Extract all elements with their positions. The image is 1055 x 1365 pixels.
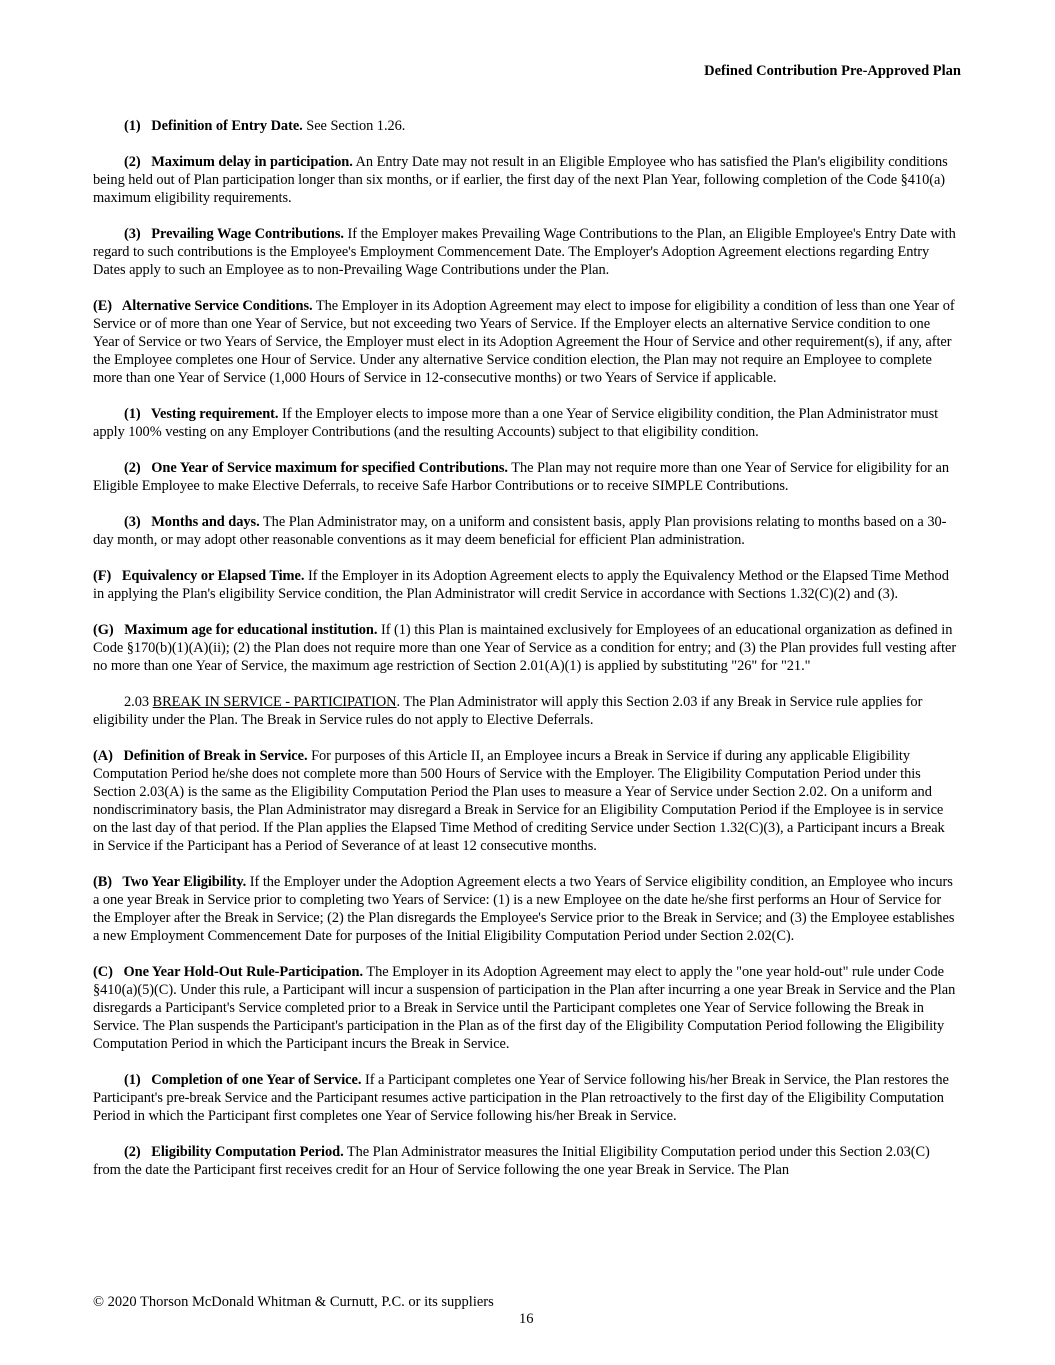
paragraph-text: For purposes of this Article II, an Employee incurs a Break in Service if during any applicable Eligibility Computation Period he/she does not complete more than 500 Hours of Service with the Employer. The Eligibility Computation Period under this Section 2.03(A) is the same as the Eligibility Computation Period the Plan uses to measure a Year of Service under Section 2.02. On a uniform and nondiscriminatory basis, the Plan Administrator may disregard a Break in Service for an Eligibility Computation Period if the Employee is in service on the last day of that period. If the Plan applies the Elapsed Time Method of crediting Service under Section 1.32(C)(3), a Participant incurs a Break in Service if the Participant has a Period of Severance of at least 12 consecutive months. — [93, 748, 945, 854]
paragraph-heading: (1) Vesting requirement. — [124, 406, 279, 422]
paragraph-heading: (2) One Year of Service maximum for specified Contributions. — [124, 460, 508, 476]
section-2-03-heading-paragraph — [93, 693, 959, 729]
section-intro-text: . The Plan Administrator will apply this Section 2.03 if any Break in Service rule applies for eligibility under the Plan. The Break in Service rules do not apply to Elective Deferrals. — [93, 694, 923, 728]
paragraph-d1 — [93, 117, 959, 135]
paragraph-heading: (1) Definition of Entry Date. — [124, 118, 303, 134]
paragraph-text: If (1) this Plan is maintained exclusively for Employees of an educational organization as defined in Code §170(b)(1)(A)(ii); (2) the Plan does not require more than one Year of Service as a condition for entry; and (3) the Plan provides full vesting after no more than one Year of Service, the maximum age restriction of Section 2.01(A)(1) is applied by substituting "26" for "21." — [93, 622, 957, 674]
paragraph-text: If the Employer elects to impose more than a one Year of Service eligibility condition, the Plan Administrator must apply 100% vesting on any Employer Contributions (and the resulting Accounts) subject to that eligibility condition. — [93, 406, 939, 440]
paragraph-heading: (3) Months and days. — [124, 514, 260, 530]
paragraph-heading: (3) Prevailing Wage Contributions. — [124, 226, 344, 242]
paragraph-a — [93, 747, 959, 855]
paragraph-e1 — [93, 405, 959, 441]
paragraph-c — [93, 963, 959, 1053]
paragraph-heading: (F) Equivalency or Elapsed Time. — [93, 568, 305, 584]
section-number: 2.03 — [124, 694, 153, 710]
paragraph-c1 — [93, 1071, 959, 1125]
paragraph-d2 — [93, 153, 959, 207]
paragraph-heading: (G) Maximum age for educational institution. — [93, 622, 378, 638]
paragraph-c2 — [93, 1143, 959, 1179]
paragraph-text: An Entry Date may not result in an Eligible Employee who has satisfied the Plan's eligibility conditions being held out of Plan participation longer than six months, or if earlier, the first day of the next Plan Year, following completion of the Code §410(a) maximum eligibility requirements. — [93, 154, 948, 206]
paragraph-e2 — [93, 459, 959, 495]
section-2-02-continued — [93, 117, 959, 675]
paragraph-text: See Section 1.26. — [302, 118, 406, 134]
paragraph-heading: (2) Maximum delay in participation. — [124, 154, 353, 170]
paragraph-b — [93, 873, 959, 945]
section-2-03-subsections — [93, 747, 959, 1179]
running-header: Defined Contribution Pre-Approved Plan — [704, 63, 961, 79]
paragraph-text: The Plan Administrator measures the Initial Eligibility Computation period under this Section 2.03(C) from the date the Participant first receives credit for an Hour of Service following the one year Break in Service. The Plan — [93, 1144, 930, 1178]
paragraph-text: The Employer in its Adoption Agreement may elect to impose for eligibility a condition of less than one Year of Service or of more than one Year of Service, but not exceeding two Years of Service. If the Employer elects an alternative Service condition to one Year of Service or two Years of Service, the Employer must elect in its Adoption Agreement the Hour of Service and other requirement(s), if any, after the Employee completes one Hour of Service. Under any alternative Service condition election, the Plan may not require an Employee to complete more than one Year of Service (1,000 Hours of Service in 12-consecutive months) or two Years of Service if applicable. — [93, 298, 955, 386]
paragraph-heading: (A) Definition of Break in Service. — [93, 748, 308, 764]
paragraph-g — [93, 621, 959, 675]
paragraph-heading: (B) Two Year Eligibility. — [93, 874, 247, 890]
paragraph-text: The Plan may not require more than one Year of Service for eligibility for an Eligible Employee to make Elective Deferrals, to receive Safe Harbor Contributions or to receive SIMPLE Contributions. — [93, 460, 949, 494]
paragraph-text: If a Participant completes one Year of Service following his/her Break in Service, the Plan restores the Participant's pre-break Service and the Participant resumes active participation in the Plan retroactively to the first day of the Eligibility Computation Period in which the Participant first completes one Year of Service following his/her Break in Service. — [93, 1072, 949, 1124]
paragraph-text: If the Employer under the Adoption Agreement elects a two Years of Service eligibility condition, an Employee who incurs a one year Break in Service prior to completing two Years of Service: (1) is a new Employee on the date he/she first performs an Hour of Service for the Employer after the Break in Service; (2) the Plan disregards the Employee's Service prior to the Break in Service; and (3) the Employee establishes a new Employment Commencement Date for purposes of the Initial Eligibility Computation Period under Section 2.02(C). — [93, 874, 955, 944]
paragraph-text: The Plan Administrator may, on a uniform and consistent basis, apply Plan provisions relating to months based on a 30-day month, or may adopt other reasonable conventions as it may deem beneficial for efficient Plan administration. — [93, 514, 947, 548]
paragraph-d3 — [93, 225, 959, 279]
paragraph-text: The Employer in its Adoption Agreement may elect to apply the "one year hold-out" rule under Code §410(a)(5)(C). Under this rule, a Participant will incur a suspension of participation in the Plan after incurring a one year Break in Service and the Plan disregards a Participant's Service completed prior to a Break in Service until the Participant completes one Year of Service following the Break in Service. The Plan suspends the Participant's participation in the Plan as of the first day of the Eligibility Computation Period following the Eligibility Computation Period in which the Participant incurs the Break in Service. — [93, 964, 956, 1052]
paragraph-e3 — [93, 513, 959, 549]
paragraph-f — [93, 567, 959, 603]
paragraph-heading: (2) Eligibility Computation Period. — [124, 1144, 344, 1160]
paragraph-heading: (C) One Year Hold-Out Rule-Participation. — [93, 964, 364, 980]
paragraph-heading: (1) Completion of one Year of Service. — [124, 1072, 362, 1088]
paragraph-text: If the Employer makes Prevailing Wage Contributions to the Plan, an Eligible Employee's Entry Date with regard to such contributions is the Employee's Employment Commencement Date. The Employer's Adoption Agreement elections regarding Entry Dates apply to such an Employee as to non-Prevailing Wage Contributions under the Plan. — [93, 226, 956, 278]
section-title: BREAK IN SERVICE - PARTICIPATION — [152, 694, 397, 710]
paragraph-heading: (E) Alternative Service Conditions. — [93, 298, 313, 314]
footer-copyright: © 2020 Thorson McDonald Whitman & Curnutt, P.C. or its suppliers — [93, 1294, 494, 1310]
page-number: 16 — [519, 1311, 534, 1327]
paragraph-text: If the Employer in its Adoption Agreement elects to apply the Equivalency Method or the Elapsed Time Method in applying the Plan's eligibility Service condition, the Plan Administrator will credit Service in accordance with Sections 1.32(C)(2) and (3). — [93, 568, 949, 602]
paragraph-e — [93, 297, 959, 387]
document-body — [93, 117, 959, 1197]
